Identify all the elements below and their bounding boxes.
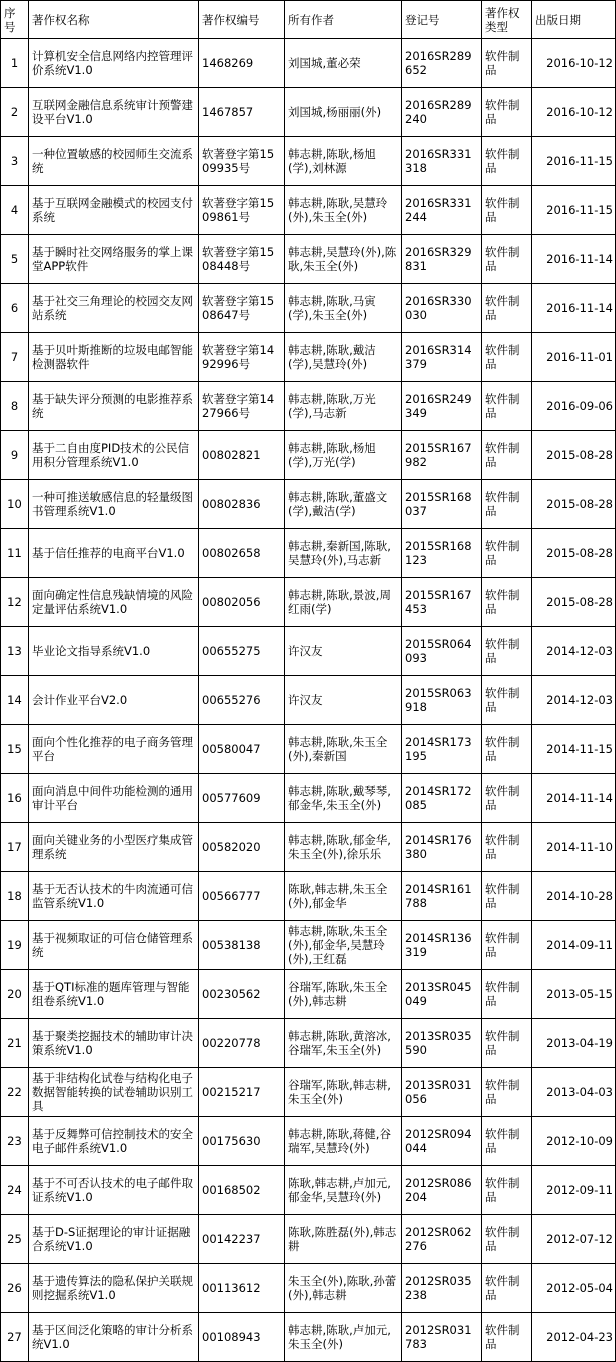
cell-name: 毕业论文指导系统V1.0 xyxy=(29,627,199,676)
cell-no: 3 xyxy=(1,137,29,186)
cell-authors: 韩志耕,陈耿,郁金华,朱玉全(外),徐乐乐 xyxy=(285,823,402,872)
cell-date: 2012-05-04 xyxy=(532,1264,616,1313)
cell-code: 软著登字第1427966号 xyxy=(199,382,285,431)
cell-no: 11 xyxy=(1,529,29,578)
cell-type: 软件制品 xyxy=(482,872,532,921)
cell-code: 软著登字第1509861号 xyxy=(199,186,285,235)
table-row xyxy=(1,1019,616,1068)
cell-no: 23 xyxy=(1,1117,29,1166)
cell-code: 00538138 xyxy=(199,921,285,970)
cell-authors: 陈耿,韩志耕,朱玉全(外),郁金华 xyxy=(285,872,402,921)
cell-name: 会计作业平台V2.0 xyxy=(29,676,199,725)
header-reg: 登记号 xyxy=(402,1,482,39)
cell-type: 软件制品 xyxy=(482,480,532,529)
cell-no: 15 xyxy=(1,725,29,774)
cell-authors: 韩志耕,陈耿,杨旭(学),刘林源 xyxy=(285,137,402,186)
cell-no: 7 xyxy=(1,333,29,382)
table-row xyxy=(1,872,616,921)
cell-authors: 韩志耕,陈耿,朱玉全(外),秦新国 xyxy=(285,725,402,774)
cell-no: 26 xyxy=(1,1264,29,1313)
table-row xyxy=(1,39,616,88)
cell-reg: 2014SR173195 xyxy=(402,725,482,774)
cell-no: 2 xyxy=(1,88,29,137)
cell-name: 基于不可否认技术的电子邮件取证系统V1.0 xyxy=(29,1166,199,1215)
cell-code: 00566777 xyxy=(199,872,285,921)
cell-name: 面向消息中间件功能检测的通用审计平台 xyxy=(29,774,199,823)
cell-no: 20 xyxy=(1,970,29,1019)
cell-name: 基于遗传算法的隐私保护关联规则挖掘系统V1.0 xyxy=(29,1264,199,1313)
cell-reg: 2014SR176380 xyxy=(402,823,482,872)
cell-authors: 韩志耕,陈耿,董盛文(学),戴洁(学) xyxy=(285,480,402,529)
cell-no: 12 xyxy=(1,578,29,627)
table-row xyxy=(1,284,616,333)
cell-reg: 2013SR031056 xyxy=(402,1068,482,1117)
cell-type: 软件制品 xyxy=(482,921,532,970)
cell-type: 软件制品 xyxy=(482,1068,532,1117)
cell-date: 2016-10-12 xyxy=(532,39,616,88)
cell-date: 2012-09-11 xyxy=(532,1166,616,1215)
cell-reg: 2014SR161788 xyxy=(402,872,482,921)
header-type: 著作权类型 xyxy=(482,1,532,39)
cell-date: 2016-11-14 xyxy=(532,235,616,284)
cell-authors: 刘国城,杨丽丽(外) xyxy=(285,88,402,137)
cell-name: 基于D-S证据理论的审计证据融合系统V1.0 xyxy=(29,1215,199,1264)
cell-authors: 韩志耕,陈耿,马寅(学),朱玉全(外) xyxy=(285,284,402,333)
cell-no: 1 xyxy=(1,39,29,88)
cell-authors: 许汉友 xyxy=(285,627,402,676)
cell-date: 2014-12-03 xyxy=(532,627,616,676)
table-row xyxy=(1,1068,616,1117)
cell-no: 24 xyxy=(1,1166,29,1215)
cell-no: 8 xyxy=(1,382,29,431)
cell-reg: 2012SR086204 xyxy=(402,1166,482,1215)
cell-no: 17 xyxy=(1,823,29,872)
cell-reg: 2016SR314379 xyxy=(402,333,482,382)
cell-date: 2014-11-10 xyxy=(532,823,616,872)
table-row xyxy=(1,774,616,823)
cell-name: 一种可推送敏感信息的轻量级图书管理系统V1.0 xyxy=(29,480,199,529)
cell-type: 软件制品 xyxy=(482,1117,532,1166)
cell-date: 2016-11-15 xyxy=(532,137,616,186)
cell-reg: 2015SR167982 xyxy=(402,431,482,480)
cell-no: 22 xyxy=(1,1068,29,1117)
cell-type: 软件制品 xyxy=(482,39,532,88)
cell-no: 18 xyxy=(1,872,29,921)
cell-name: 基于QTI标准的题库管理与智能组卷系统V1.0 xyxy=(29,970,199,1019)
cell-reg: 2015SR168037 xyxy=(402,480,482,529)
cell-code: 00142237 xyxy=(199,1215,285,1264)
cell-date: 2014-11-14 xyxy=(532,774,616,823)
header-no: 序号 xyxy=(1,1,29,39)
cell-authors: 韩志耕,吴慧玲(外),陈耿,朱玉全(外) xyxy=(285,235,402,284)
cell-no: 27 xyxy=(1,1313,29,1362)
cell-reg: 2012SR035238 xyxy=(402,1264,482,1313)
cell-name: 基于反舞弊可信控制技术的安全电子邮件系统V1.0 xyxy=(29,1117,199,1166)
cell-date: 2014-09-11 xyxy=(532,921,616,970)
cell-reg: 2016SR289240 xyxy=(402,88,482,137)
cell-name: 基于非结构化试卷与结构化电子数据智能转换的试卷辅助识别工具 xyxy=(29,1068,199,1117)
cell-reg: 2016SR329831 xyxy=(402,235,482,284)
cell-code: 软著登字第1508448号 xyxy=(199,235,285,284)
cell-type: 软件制品 xyxy=(482,725,532,774)
cell-authors: 韩志耕,陈耿,景波,周红雨(学) xyxy=(285,578,402,627)
cell-reg: 2016SR331318 xyxy=(402,137,482,186)
cell-authors: 许汉友 xyxy=(285,676,402,725)
cell-type: 软件制品 xyxy=(482,578,532,627)
table-row xyxy=(1,137,616,186)
cell-type: 软件制品 xyxy=(482,676,532,725)
cell-code: 00215217 xyxy=(199,1068,285,1117)
cell-date: 2015-08-28 xyxy=(532,431,616,480)
cell-name: 基于区间泛化策略的审计分析系统V1.0 xyxy=(29,1313,199,1362)
cell-authors: 陈耿,陈胜磊(外),韩志耕 xyxy=(285,1215,402,1264)
cell-type: 软件制品 xyxy=(482,1215,532,1264)
cell-date: 2016-11-01 xyxy=(532,333,616,382)
cell-no: 6 xyxy=(1,284,29,333)
cell-type: 软件制品 xyxy=(482,1019,532,1068)
cell-authors: 韩志耕,陈耿,万光(学),马志新 xyxy=(285,382,402,431)
cell-name: 面向个性化推荐的电子商务管理平台 xyxy=(29,725,199,774)
cell-reg: 2012SR094044 xyxy=(402,1117,482,1166)
cell-type: 软件制品 xyxy=(482,1264,532,1313)
table-row xyxy=(1,921,616,970)
cell-authors: 韩志耕,陈耿,戴琴琴,郁金华,朱玉全(外) xyxy=(285,774,402,823)
cell-reg: 2015SR064093 xyxy=(402,627,482,676)
cell-date: 2013-04-03 xyxy=(532,1068,616,1117)
cell-authors: 韩志耕,陈耿,朱玉全(外),郁金华,吴慧玲(外),王红磊 xyxy=(285,921,402,970)
cell-type: 软件制品 xyxy=(482,431,532,480)
cell-date: 2015-08-28 xyxy=(532,529,616,578)
cell-reg: 2013SR045049 xyxy=(402,970,482,1019)
cell-date: 2014-11-15 xyxy=(532,725,616,774)
cell-reg: 2015SR063918 xyxy=(402,676,482,725)
cell-reg: 2016SR249349 xyxy=(402,382,482,431)
cell-type: 软件制品 xyxy=(482,186,532,235)
cell-name: 基于社交三角理论的校园交友网站系统 xyxy=(29,284,199,333)
cell-reg: 2014SR136319 xyxy=(402,921,482,970)
table-row xyxy=(1,970,616,1019)
cell-no: 19 xyxy=(1,921,29,970)
cell-date: 2016-11-15 xyxy=(532,186,616,235)
table-row xyxy=(1,627,616,676)
cell-authors: 朱玉全(外),陈耿,孙蕾(外),韩志耕 xyxy=(285,1264,402,1313)
cell-name: 基于瞬时社交网络服务的掌上课堂APP软件 xyxy=(29,235,199,284)
cell-reg: 2013SR035590 xyxy=(402,1019,482,1068)
cell-code: 00582020 xyxy=(199,823,285,872)
cell-authors: 韩志耕,陈耿,卢加元,朱玉全(外) xyxy=(285,1313,402,1362)
cell-name: 基于无否认技术的牛肉流通可信监管系统V1.0 xyxy=(29,872,199,921)
cell-code: 00230562 xyxy=(199,970,285,1019)
cell-code: 00580047 xyxy=(199,725,285,774)
cell-code: 软著登字第1508647号 xyxy=(199,284,285,333)
cell-name: 基于二自由度PID技术的公民信用积分管理系统V1.0 xyxy=(29,431,199,480)
cell-date: 2016-11-14 xyxy=(532,284,616,333)
cell-type: 软件制品 xyxy=(482,970,532,1019)
cell-authors: 谷瑞军,陈耿,朱玉全(外),韩志耕 xyxy=(285,970,402,1019)
cell-reg: 2016SR331244 xyxy=(402,186,482,235)
cell-name: 基于信任推荐的电商平台V1.0 xyxy=(29,529,199,578)
cell-code: 软著登字第1492996号 xyxy=(199,333,285,382)
cell-no: 10 xyxy=(1,480,29,529)
cell-code: 00802056 xyxy=(199,578,285,627)
table-row xyxy=(1,1166,616,1215)
table-row xyxy=(1,186,616,235)
cell-date: 2014-10-28 xyxy=(532,872,616,921)
cell-authors: 刘国城,董必荣 xyxy=(285,39,402,88)
header-row xyxy=(1,1,616,39)
cell-reg: 2014SR172085 xyxy=(402,774,482,823)
cell-no: 4 xyxy=(1,186,29,235)
table-row xyxy=(1,725,616,774)
table-row xyxy=(1,578,616,627)
cell-type: 软件制品 xyxy=(482,1166,532,1215)
cell-name: 基于缺失评分预测的电影推荐系统 xyxy=(29,382,199,431)
cell-authors: 韩志耕,陈耿,蒋健,谷瑞军,吴慧玲(外) xyxy=(285,1117,402,1166)
table-row xyxy=(1,235,616,284)
cell-no: 9 xyxy=(1,431,29,480)
cell-code: 00655275 xyxy=(199,627,285,676)
cell-reg: 2015SR168123 xyxy=(402,529,482,578)
cell-code: 00108943 xyxy=(199,1313,285,1362)
cell-code: 00168502 xyxy=(199,1166,285,1215)
cell-type: 软件制品 xyxy=(482,333,532,382)
cell-date: 2012-07-12 xyxy=(532,1215,616,1264)
cell-type: 软件制品 xyxy=(482,235,532,284)
cell-authors: 陈耿,韩志耕,卢加元,郁金华,吴慧玲(外) xyxy=(285,1166,402,1215)
cell-no: 5 xyxy=(1,235,29,284)
cell-name: 基于贝叶斯推断的垃圾电邮智能检测器软件 xyxy=(29,333,199,382)
cell-date: 2016-09-06 xyxy=(532,382,616,431)
header-name: 著作权名称 xyxy=(29,1,199,39)
table-row xyxy=(1,1264,616,1313)
cell-code: 1467857 xyxy=(199,88,285,137)
table-row xyxy=(1,1313,616,1362)
cell-code: 00802836 xyxy=(199,480,285,529)
cell-date: 2016-10-12 xyxy=(532,88,616,137)
cell-type: 软件制品 xyxy=(482,137,532,186)
cell-type: 软件制品 xyxy=(482,1313,532,1362)
table-row xyxy=(1,333,616,382)
cell-date: 2012-10-09 xyxy=(532,1117,616,1166)
table-row xyxy=(1,88,616,137)
cell-code: 00802821 xyxy=(199,431,285,480)
cell-reg: 2012SR031783 xyxy=(402,1313,482,1362)
table-row xyxy=(1,382,616,431)
cell-name: 基于互联网金融模式的校园支付系统 xyxy=(29,186,199,235)
cell-code: 00175630 xyxy=(199,1117,285,1166)
cell-name: 面向关键业务的小型医疗集成管理系统 xyxy=(29,823,199,872)
cell-no: 16 xyxy=(1,774,29,823)
cell-name: 面向确定性信息残缺情境的风险定量评估系统V1.0 xyxy=(29,578,199,627)
cell-code: 00220778 xyxy=(199,1019,285,1068)
cell-type: 软件制品 xyxy=(482,382,532,431)
cell-reg: 2015SR167453 xyxy=(402,578,482,627)
cell-date: 2013-05-15 xyxy=(532,970,616,1019)
header-date: 出版日期 xyxy=(532,1,616,39)
table-row xyxy=(1,1117,616,1166)
cell-code: 00113612 xyxy=(199,1264,285,1313)
table-body xyxy=(1,39,616,1362)
cell-authors: 韩志耕,陈耿,杨旭(学),万光(学) xyxy=(285,431,402,480)
cell-name: 计算机安全信息网络内控管理评价系统V1.0 xyxy=(29,39,199,88)
cell-code: 1468269 xyxy=(199,39,285,88)
table-row xyxy=(1,529,616,578)
cell-date: 2015-08-28 xyxy=(532,480,616,529)
table-row xyxy=(1,431,616,480)
cell-type: 软件制品 xyxy=(482,823,532,872)
cell-no: 25 xyxy=(1,1215,29,1264)
cell-type: 软件制品 xyxy=(482,284,532,333)
header-authors: 所有作者 xyxy=(285,1,402,39)
cell-authors: 韩志耕,陈耿,黄溶冰,谷瑞军,朱玉全(外) xyxy=(285,1019,402,1068)
header-code: 著作权编号 xyxy=(199,1,285,39)
cell-code: 软著登字第1509935号 xyxy=(199,137,285,186)
table-row xyxy=(1,823,616,872)
cell-type: 软件制品 xyxy=(482,88,532,137)
cell-authors: 韩志耕,秦新国,陈耿,吴慧玲(外),马志新 xyxy=(285,529,402,578)
cell-name: 互联网金融信息系统审计预警建设平台V1.0 xyxy=(29,88,199,137)
cell-code: 00802658 xyxy=(199,529,285,578)
cell-reg: 2016SR330030 xyxy=(402,284,482,333)
cell-type: 软件制品 xyxy=(482,627,532,676)
cell-authors: 谷瑞军,陈耿,韩志耕,朱玉全(外) xyxy=(285,1068,402,1117)
cell-date: 2012-04-23 xyxy=(532,1313,616,1362)
cell-authors: 韩志耕,陈耿,吴慧玲(外),朱玉全(外) xyxy=(285,186,402,235)
cell-code: 00577609 xyxy=(199,774,285,823)
cell-date: 2014-12-03 xyxy=(532,676,616,725)
table-row xyxy=(1,1215,616,1264)
cell-name: 基于聚类挖掘技术的辅助审计决策系统V1.0 xyxy=(29,1019,199,1068)
cell-date: 2015-08-28 xyxy=(532,578,616,627)
cell-type: 软件制品 xyxy=(482,529,532,578)
cell-no: 21 xyxy=(1,1019,29,1068)
cell-name: 一种位置敏感的校园师生交流系统 xyxy=(29,137,199,186)
cell-type: 软件制品 xyxy=(482,774,532,823)
cell-reg: 2016SR289652 xyxy=(402,39,482,88)
table-row xyxy=(1,480,616,529)
cell-authors: 韩志耕,陈耿,戴洁(学),吴慧玲(外) xyxy=(285,333,402,382)
table-row xyxy=(1,676,616,725)
cell-code: 00655276 xyxy=(199,676,285,725)
cell-name: 基于视频取证的可信仓储管理系统 xyxy=(29,921,199,970)
cell-reg: 2012SR062276 xyxy=(402,1215,482,1264)
cell-no: 13 xyxy=(1,627,29,676)
cell-no: 14 xyxy=(1,676,29,725)
cell-date: 2013-04-19 xyxy=(532,1019,616,1068)
